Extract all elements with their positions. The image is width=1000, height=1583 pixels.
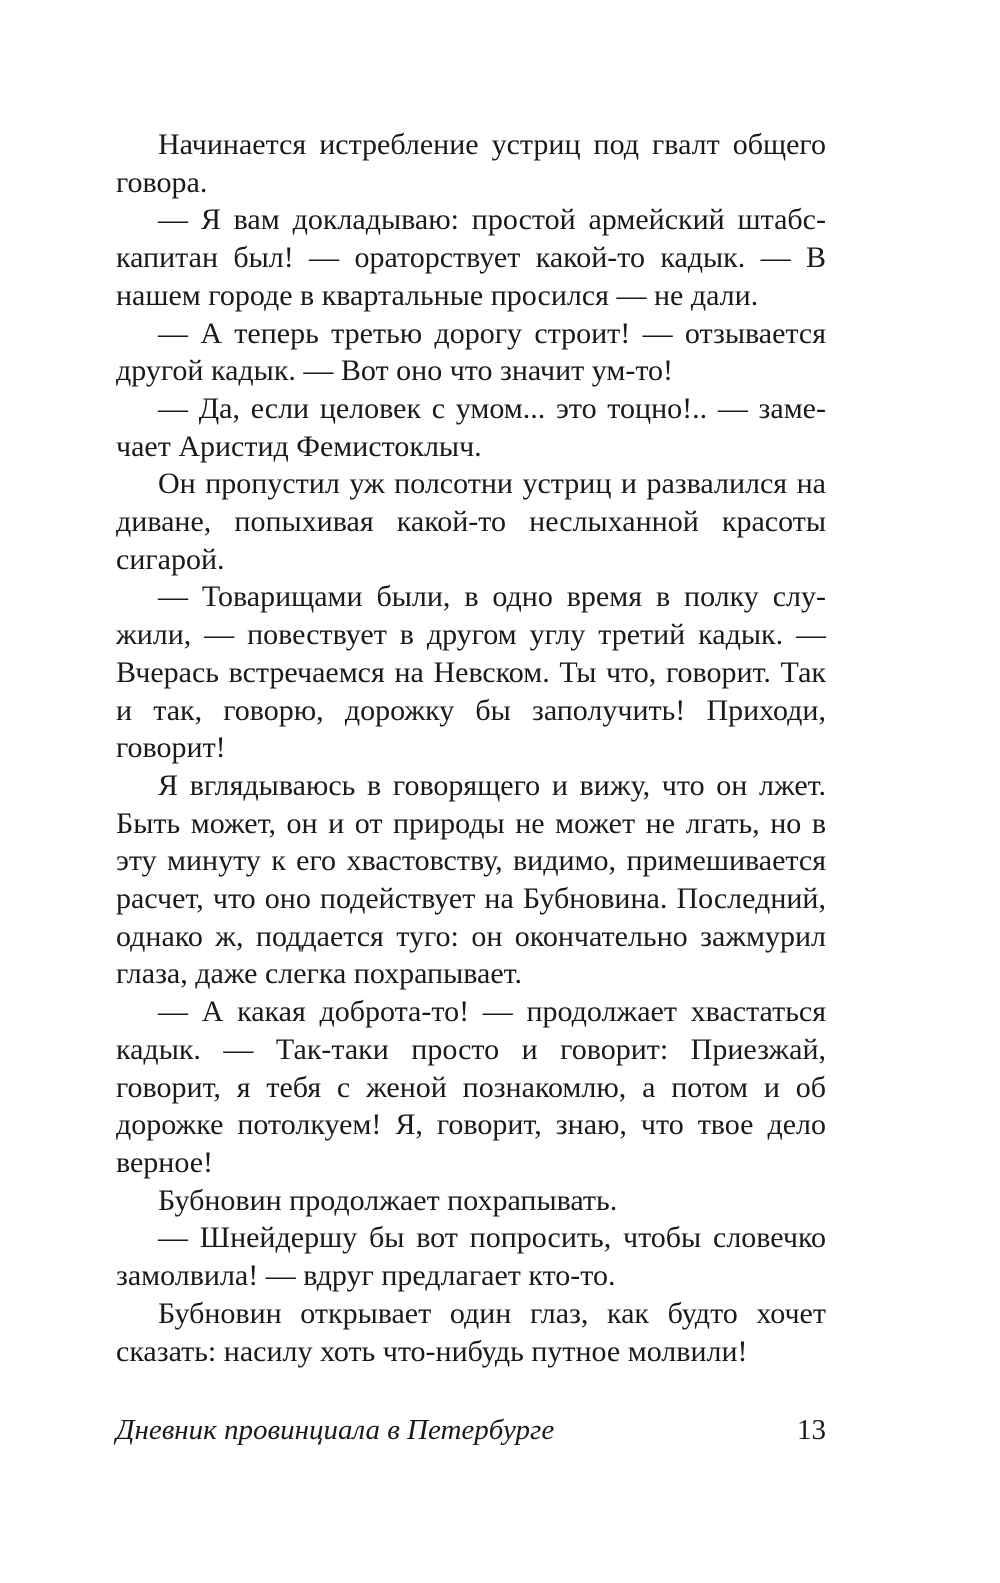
paragraph-8: — А какая доброта-то! — продолжает хвастаться кадык. — Так-таки просто и говорит: Приезжай, говорит, я тебя с женой познакомлю, а потом и об дорожке потолкуем! Я, говорит, знаю, что твое дело верное! — [116, 995, 826, 1179]
paragraph-10: — Шнейдершу бы вот попросить, чтобы словечко замолвила! — вдруг предлагает кто-то. — [116, 1221, 826, 1293]
paragraph-3: — А теперь третью дорогу строит! — отзывается другой кадык. — Вот оно что значит ум-то! — [116, 316, 826, 388]
page-body — [116, 126, 826, 1370]
paragraph-2: — Я вам докладываю: простой армейский штабс-капитан был! — ораторствует какой-то кадык. — В нашем городе в квартальные просился — не дали. — [116, 203, 826, 312]
page-number: 13 — [797, 1414, 826, 1446]
running-title: Дневник провинциала в Петербурге — [116, 1414, 555, 1446]
paragraph-5: Он пропустил уж полсотни устриц и развалился на диване, попыхивая какой-то неслыханной красоты сигарой. — [116, 467, 826, 576]
paragraph-6: — Товарищами были, в одно время в полку служили, — повествует в другом углу третий кадык. — Вчерась встречаемся на Невском. Ты что, говорит. Так и так, говорю, дорожку бы заполучить! Приходи, говорит! — [116, 580, 826, 765]
paragraph-7: Я вглядываюсь в говорящего и вижу, что он лжет. Быть может, он и от природы не может не лгать, но в эту минуту к его хвастовству, видимо, примешивается расчет, что оно подействует на Бубновина. Последний, однако ж, поддается туго: он окончательно зажмурил глаза, даже слегка похрапывает. — [116, 768, 826, 991]
paragraph-1: Начинается истребление устриц под гвалт общего говора. — [116, 128, 826, 199]
paragraph-11: Бубновин открывает один глаз, как будто хочет сказать: насилу хоть что-нибудь путное молвили! — [116, 1296, 826, 1368]
paragraph-4: — Да, если целовек с умом... это тоцно!.. — замечает Аристид Фемистоклыч. — [116, 391, 826, 463]
page-footer — [116, 1410, 826, 1450]
paragraph-9: Бубновин продолжает похрапывать. — [158, 1183, 618, 1217]
